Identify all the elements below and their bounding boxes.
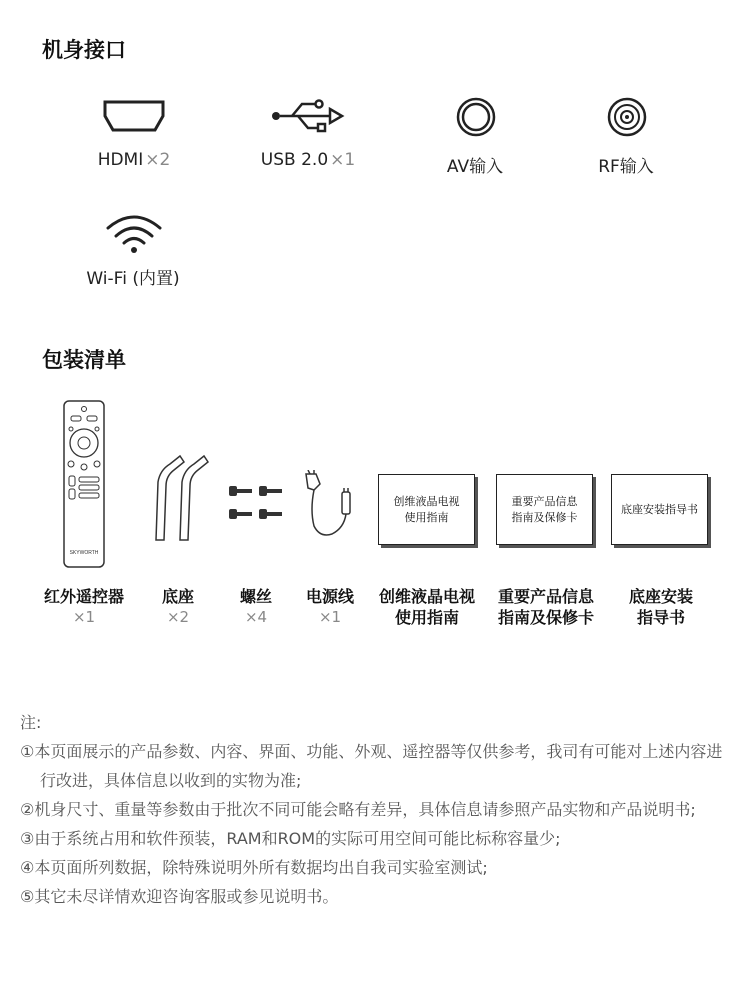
package-item-name: 创维液晶电视 [378,587,475,606]
av-port-icon [455,96,497,138]
notes-section [20,708,730,911]
package-item-name-line2: 使用指南 [394,608,459,627]
booklet-text-line1: 重要产品信息 [511,494,578,508]
wifi-icon [104,212,164,254]
package-item-label [606,586,716,628]
port-label: AV输入 [446,157,504,177]
package-item-name: 螺丝 [239,587,272,606]
notes-heading: 注: [20,713,42,732]
note-item: ②机身尺寸、重量等参数由于批次不同可能会略有差异，具体信息请参照产品实物和产品说明书; [20,800,696,819]
note-item: ⑤其它未尽详情欢迎咨询客服或参见说明书。 [20,887,339,906]
warranty-booklet [496,474,593,545]
remote-control-icon [63,400,105,568]
hdmi-port-icon [99,96,169,136]
port-hdmi [54,96,214,170]
port-label: RF输入 [598,157,654,177]
note-item: ①本页面展示的产品参数、内容、界面、功能、外观、遥控器等仅供参考，我司有可能对上述内容进行改进，具体信息以收到的实物为准; [20,742,723,790]
port-label: Wi-Fi (内置) [86,269,180,289]
port-count: ×2 [145,150,171,170]
package-item-name-line2: 指南及保修卡 [497,608,594,627]
screws-icon [228,482,284,524]
note-item: ③由于系统占用和软件预装，RAM和ROM的实际可用空间可能比标称容量少; [20,829,561,848]
port-wifi [54,212,214,289]
booklet-text-line2: 使用指南 [404,510,449,524]
port-label: USB 2.0 [260,150,329,170]
package-item-count: ×1 [72,608,96,626]
package-item-name-line2: 指导书 [636,608,685,627]
port-rf [547,96,707,177]
package-item-count: ×2 [166,608,190,626]
power-cord-icon [300,470,358,542]
install-guide-booklet [611,474,708,545]
package-item-label [275,586,385,628]
usb-icon [270,96,346,136]
booklet-text-line1: 底座安装指导书 [621,502,698,516]
package-item-name: 电源线 [305,587,354,606]
note-item: ④本页面所列数据，除特殊说明外所有数据均出自我司实验室测试; [20,858,488,877]
remote-brand-text: SKYWORTH [69,550,99,556]
port-count: ×1 [330,150,356,170]
package-item-name: 底座安装 [628,587,693,606]
package-item-name: 底座 [161,587,194,606]
package-item-name: 红外遥控器 [43,587,124,606]
package-item-count: ×4 [244,608,268,626]
port-av [396,96,556,177]
booklet-text-line1: 创维液晶电视 [393,494,460,508]
package-item-count: ×1 [318,608,342,626]
rf-port-icon [606,96,648,138]
port-label: HDMI [97,150,144,170]
package-section-title: 包装清单 [42,348,126,372]
ports-section-title: 机身接口 [42,38,126,62]
booklet-text-line2: 指南及保修卡 [511,510,578,524]
port-usb [228,96,388,170]
stand-legs-icon [148,452,214,544]
package-item-label [491,586,601,628]
manual-booklet [378,474,475,545]
package-item-name: 重要产品信息 [497,587,594,606]
package-item-label [372,586,482,628]
